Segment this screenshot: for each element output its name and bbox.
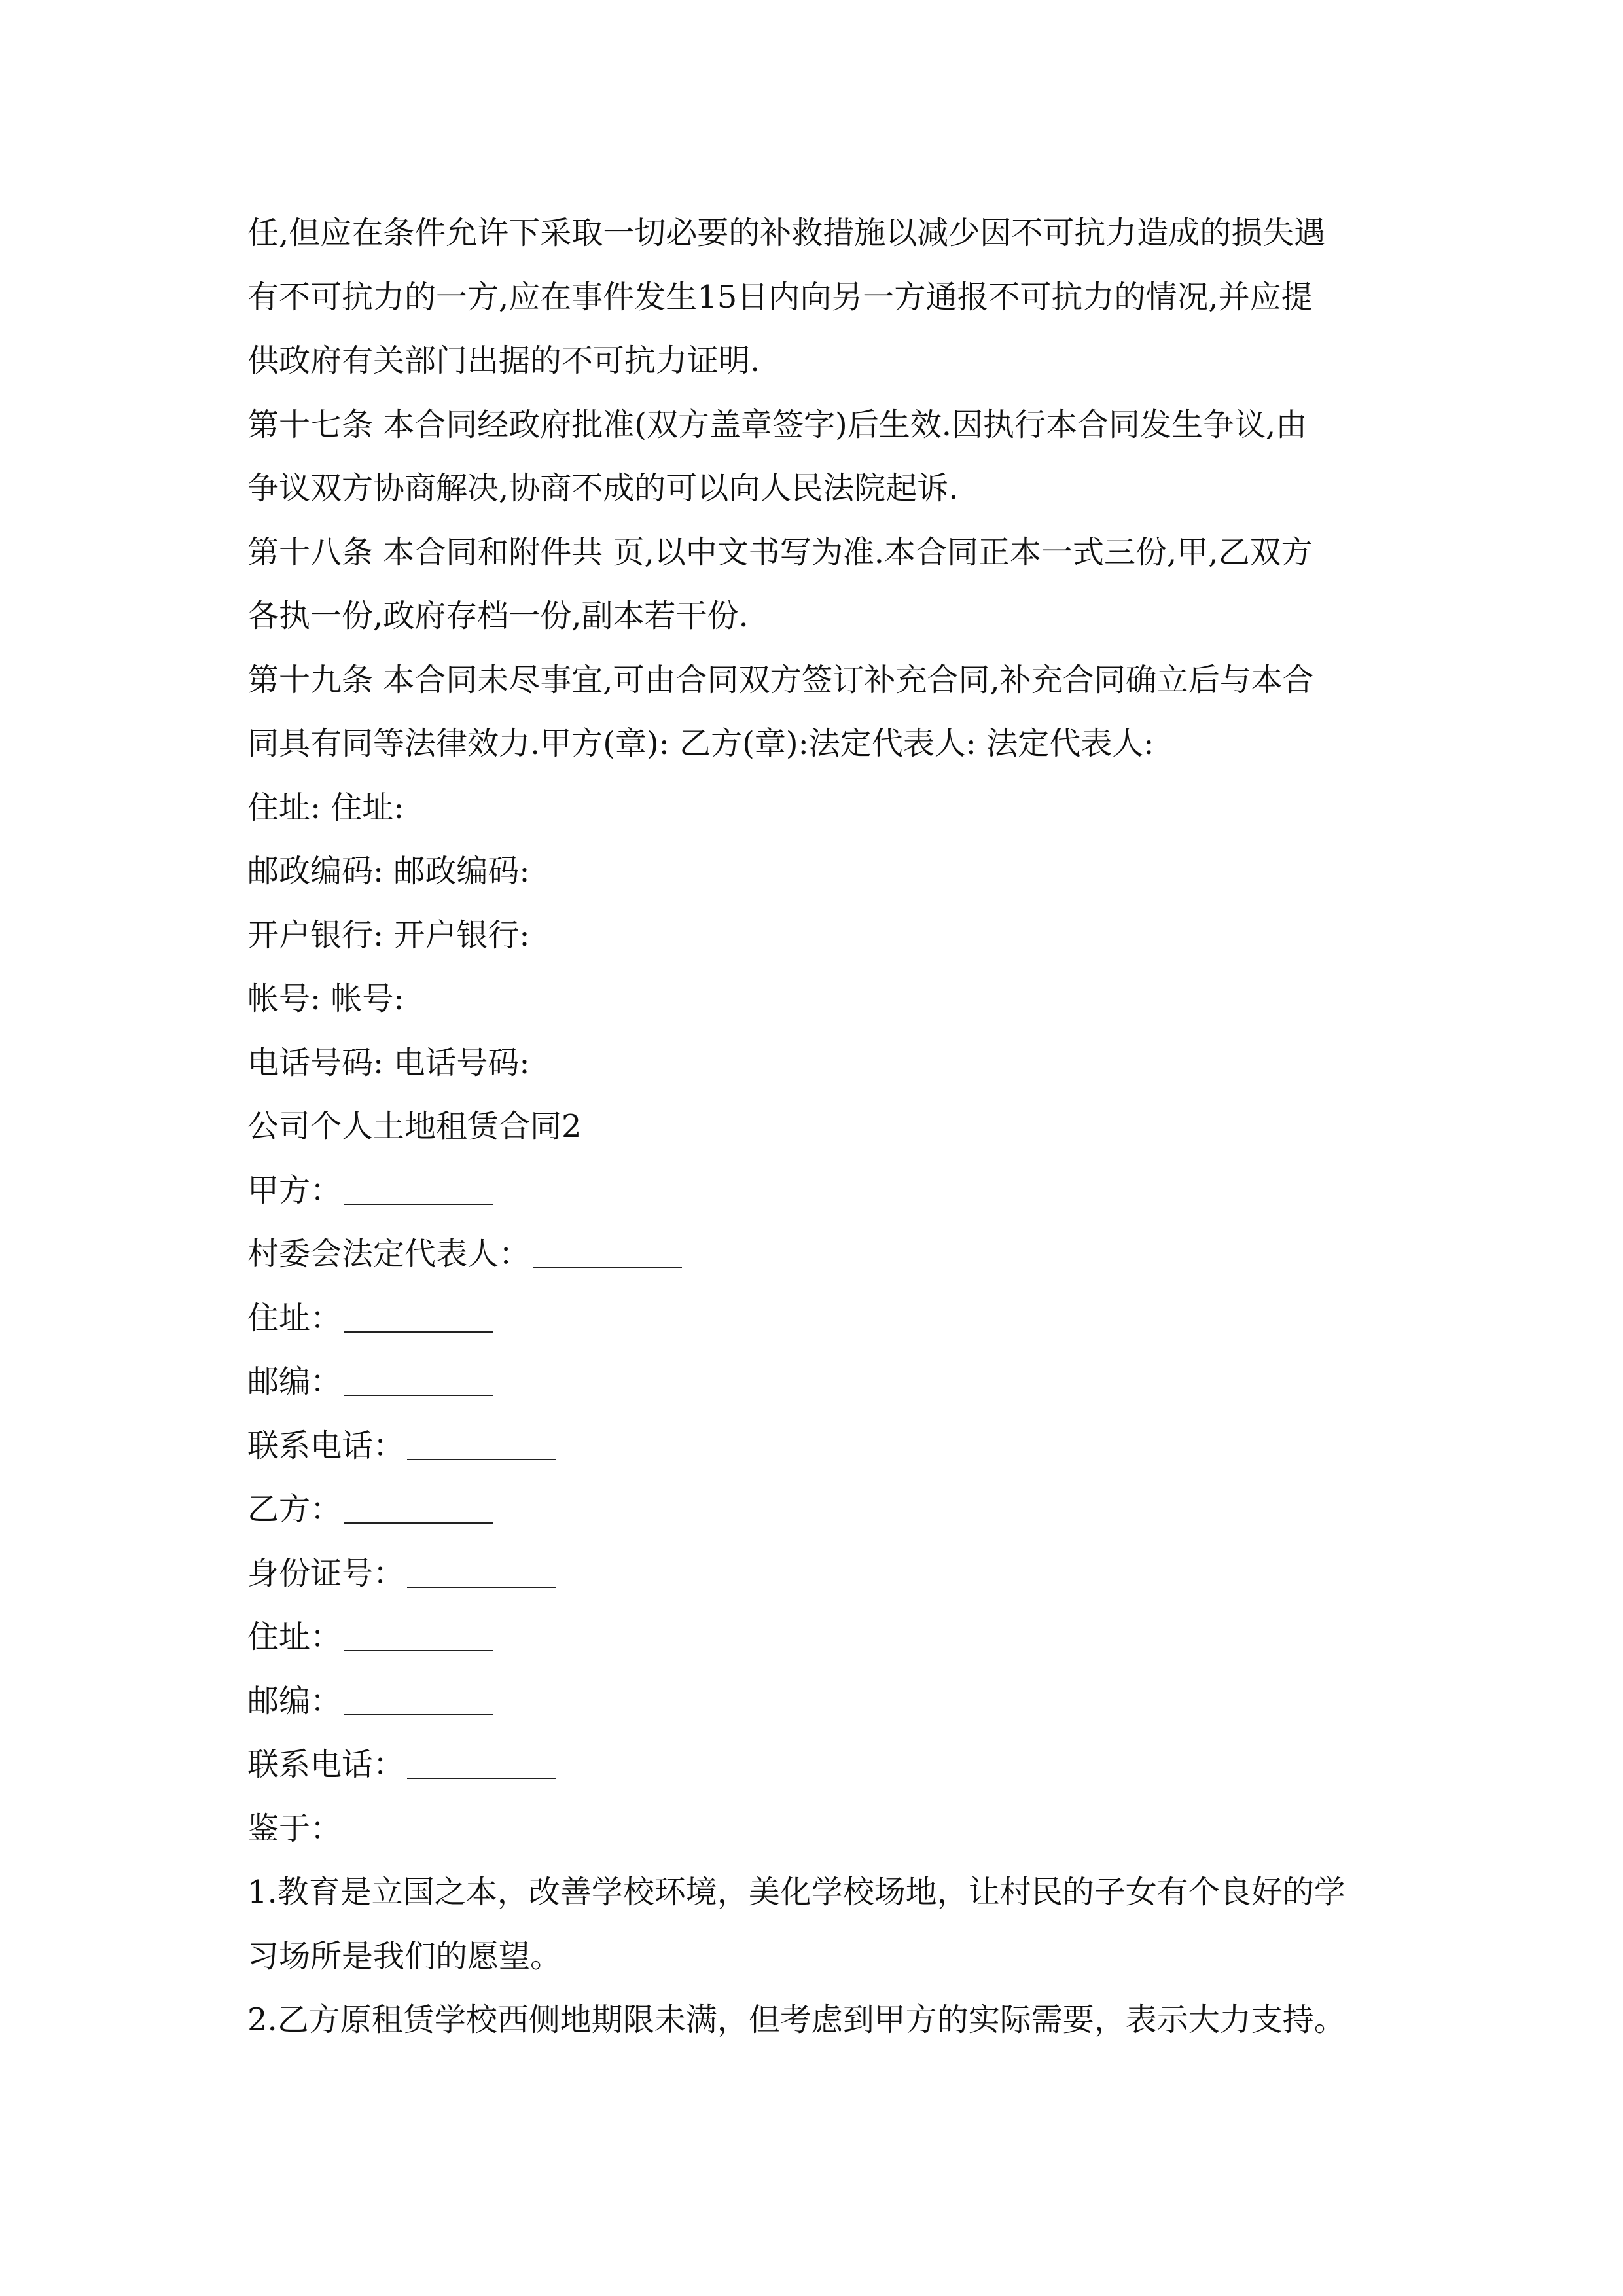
text-line: 各执一份,政府存档一份,副本若干份. xyxy=(247,598,749,634)
fill-in-blank xyxy=(533,1267,682,1268)
phone-line: 电话号码: 电话号码: xyxy=(247,1044,530,1081)
field-label: 住址： xyxy=(247,1619,342,1655)
address-line: 住址: 住址: xyxy=(247,789,404,826)
contract-title: 公司个人土地租赁合同2 xyxy=(247,1108,582,1145)
postcode-line: 邮政编码: 邮政编码: xyxy=(247,853,530,889)
fill-in-blank xyxy=(344,1522,493,1524)
whereas-item-1: 1.教育是立国之本，改善学校环境，美化学校场地，让村民的子女有个良好的学 xyxy=(247,1874,1346,1910)
fill-in-blank xyxy=(407,1459,556,1460)
fill-in-blank xyxy=(344,1395,493,1396)
field-label: 联系电话： xyxy=(247,1427,405,1464)
text-line: 供政府有关部门出据的不可抗力证明. xyxy=(247,342,760,379)
whereas-heading: 鉴于： xyxy=(247,1810,342,1847)
party-a-address-field xyxy=(247,1287,1419,1351)
field-label: 村委会法定代表人： xyxy=(247,1236,531,1272)
party-b-address-field xyxy=(247,1605,1419,1670)
field-label: 甲方： xyxy=(247,1172,342,1209)
account-line: 帐号: 帐号: xyxy=(247,980,404,1017)
field-label: 乙方： xyxy=(247,1491,342,1528)
fill-in-blank xyxy=(344,1331,493,1333)
field-label: 住址： xyxy=(247,1299,342,1336)
article-17: 第十七条 本合同经政府批准(双方盖章签字)后生效.因执行本合同发生争议,由 xyxy=(247,406,1308,443)
field-label: 邮编： xyxy=(247,1363,342,1400)
fill-in-blank xyxy=(344,1650,493,1651)
party-b-postcode-field xyxy=(247,1670,1419,1734)
article-19: 第十九条 本合同未尽事宜,可由合同双方签订补充合同,补充合同确立后与本合 xyxy=(247,661,1314,698)
fill-in-blank xyxy=(344,1714,493,1715)
field-label: 邮编： xyxy=(247,1682,342,1719)
party-a-field xyxy=(247,1159,1419,1223)
fill-in-blank xyxy=(407,1587,556,1588)
field-label: 身份证号： xyxy=(247,1554,405,1592)
signature-line: 同具有同等法律效力.甲方(章): 乙方(章):法定代表人: 法定代表人: xyxy=(247,725,1154,762)
text-line: 任,但应在条件允许下采取一切必要的补救措施以减少因不可抗力造成的损失遇 xyxy=(247,215,1326,251)
party-a-postcode-field xyxy=(247,1350,1419,1414)
party-a-phone-field xyxy=(247,1414,1419,1479)
text-line: 有不可抗力的一方,应在事件发生15日内向另一方通报不可抗力的情况,并应提 xyxy=(247,278,1313,315)
text-line: 争议双方协商解决,协商不成的可以向人民法院起诉. xyxy=(247,470,959,507)
article-18: 第十八条 本合同和附件共 页,以中文书写为准.本合同正本一式三份,甲,乙双方 xyxy=(247,533,1313,571)
id-number-field xyxy=(247,1542,1419,1606)
fill-in-blank xyxy=(407,1778,556,1779)
whereas-item-2: 2.乙方原租赁学校西侧地期限未满，但考虑到甲方的实际需要，表示大力支持。 xyxy=(247,2001,1346,2038)
text-line: 习场所是我们的愿望。 xyxy=(247,1937,562,1975)
fill-in-blank xyxy=(344,1204,493,1205)
field-label: 联系电话： xyxy=(247,1746,405,1783)
party-b-field xyxy=(247,1478,1419,1542)
bank-line: 开户银行: 开户银行: xyxy=(247,916,530,954)
village-representative-field xyxy=(247,1223,1419,1287)
document-body xyxy=(247,202,1419,2053)
party-b-phone-field xyxy=(247,1733,1419,1797)
